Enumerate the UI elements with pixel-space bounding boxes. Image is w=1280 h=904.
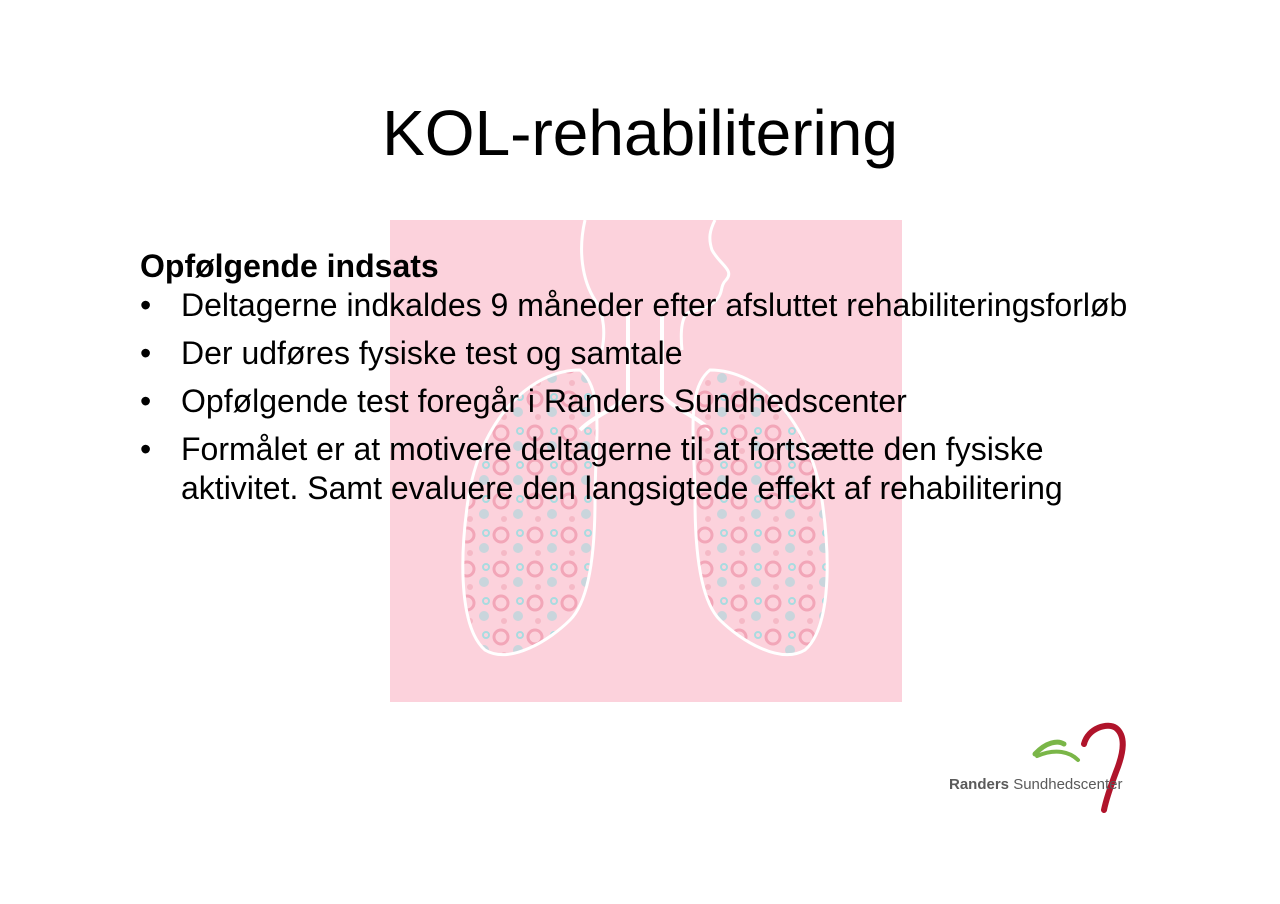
bullet-text: Der udføres fysiske test og samtale [181,335,683,371]
bullet-text: Opfølgende test foregår i Randers Sundhedscenter [181,383,907,419]
list-item [140,334,1140,373]
bullet-icon: • [140,287,152,323]
bullet-text: Deltagerne indkaldes 9 måneder efter afsluttet rehabiliteringsforløb [181,287,1128,323]
logo-name-bold: Randers [949,776,1010,793]
bullet-icon: • [140,431,152,467]
bullet-text: Formålet er at motivere deltagerne til at fortsætte den fysiske aktivitet. Samt evaluere den langsigtede effekt af rehabilitering [181,431,1063,506]
list-item [140,286,1140,325]
randers-sundhedscenter-logo [946,722,1151,814]
list-item [140,382,1140,421]
logo-text [949,776,1122,793]
bullet-list [140,286,1140,508]
slide-title: KOL-rehabilitering [382,97,898,169]
slide-body [140,246,1140,508]
bullet-icon: • [140,335,152,371]
logo-name-regular: Sundhedscenter [1013,776,1123,793]
subheading: Opfølgende indsats [140,248,439,284]
bullet-icon: • [140,383,152,419]
list-item [140,430,1140,508]
